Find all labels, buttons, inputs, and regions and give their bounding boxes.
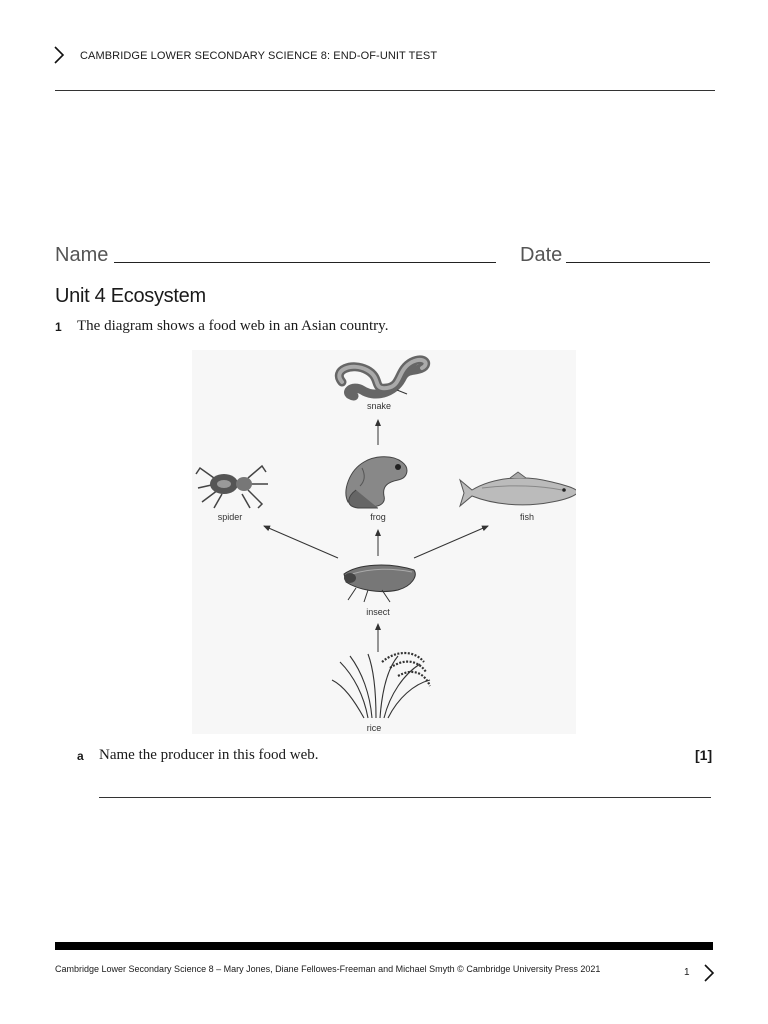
- footer-bar: [55, 942, 713, 950]
- marks-label: [1]: [695, 747, 713, 763]
- unit-title: Unit 4 Ecosystem: [55, 285, 206, 307]
- chevron-right-icon: [52, 45, 66, 65]
- subquestion-text: Name the producer in this food web.: [99, 747, 319, 763]
- organism-label: rice: [366, 723, 382, 733]
- spider-icon: [196, 466, 268, 508]
- arrow: [414, 526, 488, 558]
- name-label: Name: [55, 244, 109, 266]
- frog-icon: [346, 457, 407, 508]
- footer-copyright: Cambridge Lower Secondary Science 8 – Mary Jones, Diane Fellowes-Freeman and Michael Smyth © Cambridge University Press 2021: [55, 964, 601, 974]
- date-field[interactable]: [566, 262, 710, 263]
- chevron-right-icon[interactable]: [702, 963, 716, 983]
- insect-icon: [344, 565, 415, 602]
- question-number: 1: [55, 320, 62, 334]
- arrow: [264, 526, 338, 558]
- organism-label: fish: [519, 512, 535, 522]
- header-divider: [55, 90, 715, 91]
- rice-plant-icon: [332, 653, 430, 718]
- organism-label: frog: [370, 512, 386, 522]
- organism-label: spider: [217, 512, 243, 522]
- snake-icon: [339, 360, 425, 396]
- page-number: 1: [684, 967, 690, 978]
- food-web-diagram: [192, 350, 576, 734]
- date-label: Date: [520, 244, 563, 266]
- question-text: The diagram shows a food web in an Asian country.: [77, 318, 389, 334]
- subquestion-letter: a: [77, 749, 84, 763]
- fish-icon: [460, 472, 576, 506]
- answer-line[interactable]: [99, 797, 711, 798]
- name-field[interactable]: [114, 262, 496, 263]
- organism-label: snake: [366, 401, 392, 411]
- organism-label: insect: [366, 607, 390, 617]
- header-title: CAMBRIDGE LOWER SECONDARY SCIENCE 8: END-OF-UNIT TEST: [80, 50, 438, 62]
